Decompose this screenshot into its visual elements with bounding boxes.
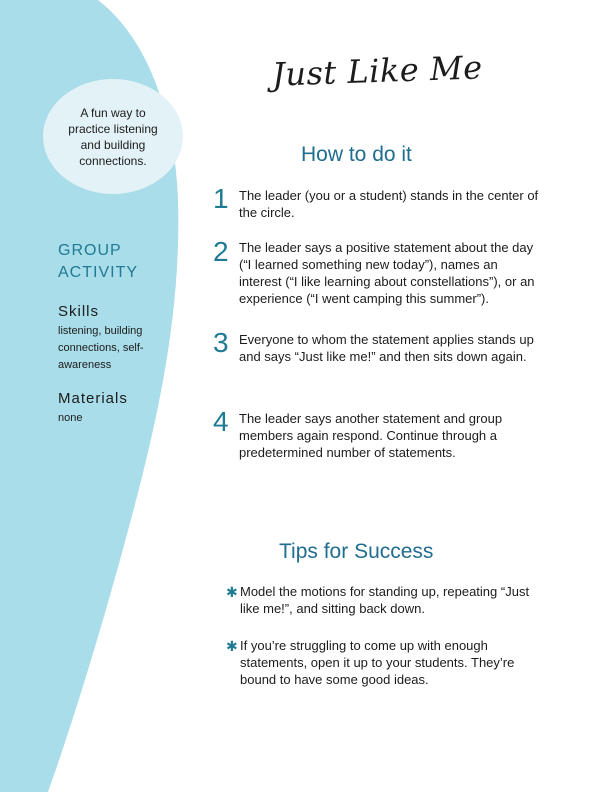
how-to-heading: How to do it — [301, 143, 412, 166]
step-text: Everyone to whom the statement applies stands up and says “Just like me!” and then sits down again. — [239, 332, 534, 364]
step-number: 3 — [213, 327, 229, 358]
tips-heading: Tips for Success — [279, 540, 434, 563]
page-title: Just Like Me — [271, 48, 484, 94]
tip-text: If you’re struggling to come up with enough statements, open it up to your students. They’re bound to have some good ideas. — [240, 638, 515, 687]
step-text: The leader says a positive statement about the day (“I learned something new today”), names an interest (“I like learning about constellations”), or an experience (“I went camping this summer”). — [239, 240, 535, 306]
step-text: The leader (you or a student) stands in the center of the circle. — [239, 188, 539, 220]
skills-heading: Skills — [58, 303, 100, 320]
skills-text: listening, building connections, self-awareness — [58, 325, 144, 371]
step-text: The leader says another statement and group members again respond. Continue through a predetermined number of statements. — [239, 411, 503, 460]
tip-text: Model the motions for standing up, repeating “Just like me!”, and sitting back down. — [240, 584, 530, 616]
materials-text: none — [58, 412, 83, 424]
step-number: 4 — [213, 406, 229, 437]
step-number: 2 — [213, 236, 229, 267]
star-icon: ✱ — [226, 584, 238, 600]
materials-heading: Materials — [58, 390, 128, 407]
star-icon: ✱ — [226, 638, 238, 654]
group-activity-label: GROUP ACTIVITY — [58, 242, 139, 281]
intro-text: A fun way to practice listening and building connections. — [68, 105, 158, 168]
step-number: 1 — [213, 183, 229, 214]
intro-bubble — [43, 79, 183, 194]
